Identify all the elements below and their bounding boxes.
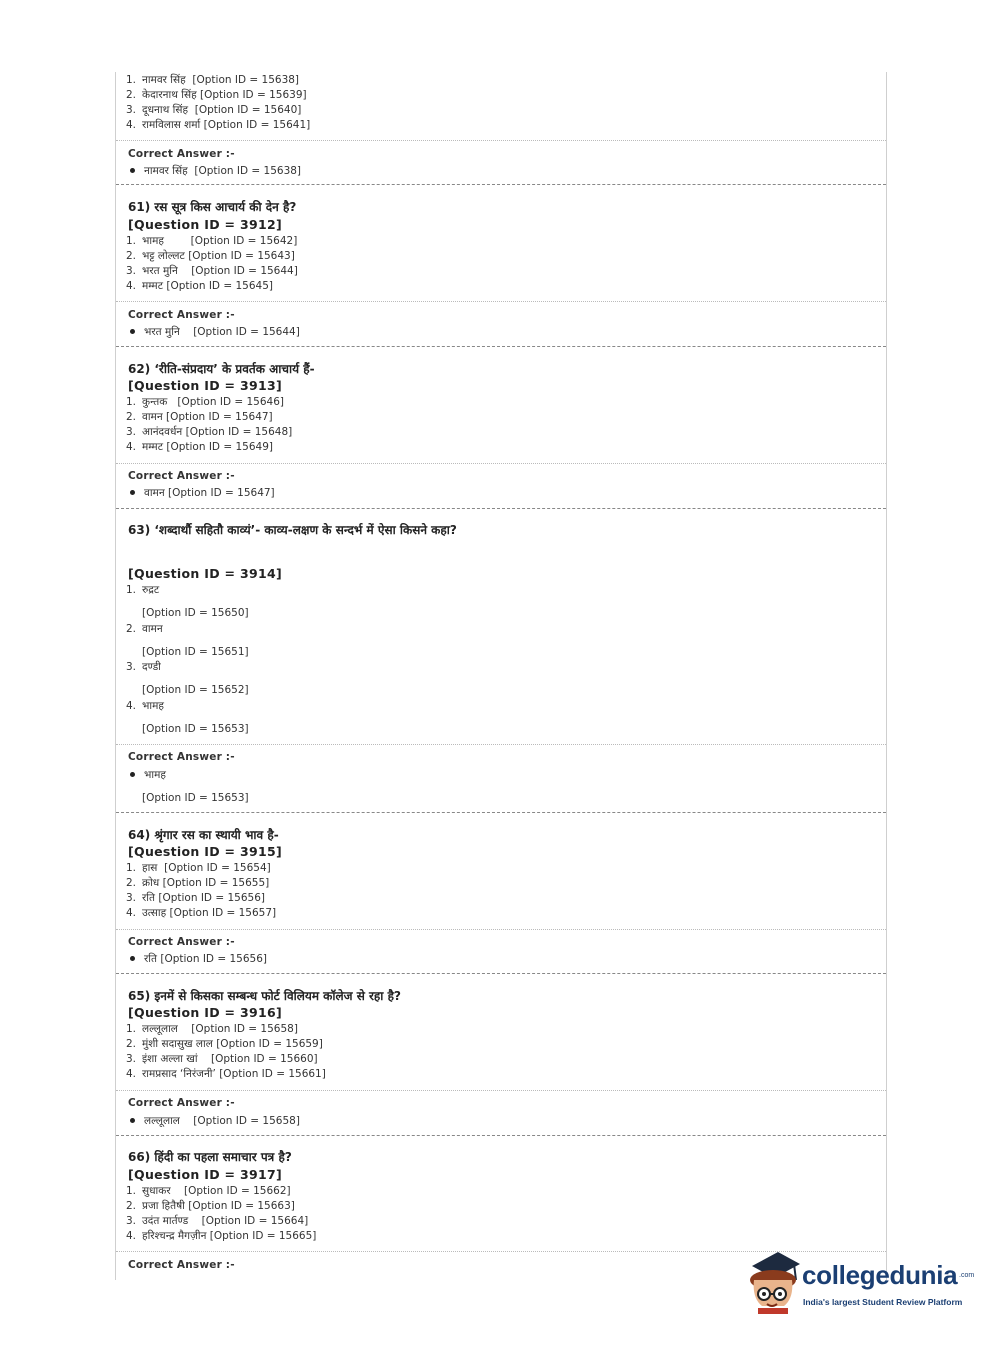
option-line: 2. वामन [Option ID = 15647] xyxy=(126,411,273,423)
correct-answer: नामवर सिंह [Option ID = 15638] xyxy=(128,164,301,178)
option-line: 4. रामविलास शर्मा [Option ID = 15641] xyxy=(126,119,311,131)
correct-answer-id: [Option ID = 15653] xyxy=(142,792,249,804)
option-line: 1. कुन्तक [Option ID = 15646] xyxy=(126,396,285,408)
question-paper-page xyxy=(115,72,887,1280)
option-line: 3. भरत मुनि [Option ID = 15644] xyxy=(126,265,298,277)
question-text: 64) श्रृंगार रस का स्थायी भाव है- xyxy=(128,828,279,842)
option-line: 2. केदारनाथ सिंह [Option ID = 15639] xyxy=(126,89,307,101)
option-id: [Option ID = 15650] xyxy=(142,607,249,619)
question-id: [Question ID = 3914] xyxy=(128,566,282,581)
correct-answer-label: Correct Answer :- xyxy=(128,751,235,763)
option-line: 4. मम्मट [Option ID = 15649] xyxy=(126,441,273,453)
logo-tagline: India's largest Student Review Platform xyxy=(803,1297,963,1307)
mascot-icon xyxy=(744,1250,802,1320)
option-line: 3. दण्डी xyxy=(126,661,161,673)
option-line: 3. उदंत मार्तण्ड [Option ID = 15664] xyxy=(126,1215,309,1227)
correct-answer-label: Correct Answer :- xyxy=(128,1097,235,1109)
correct-answer: वामन [Option ID = 15647] xyxy=(128,486,275,500)
option-line: 4. मम्मट [Option ID = 15645] xyxy=(126,280,273,292)
bullet-icon xyxy=(130,956,135,961)
question-text: 63) ‘शब्दार्थौ सहितौ काव्यं’- काव्य-लक्षण के सन्दर्भ में ऐसा किसने कहा? xyxy=(128,523,457,537)
option-line: 4. भामह xyxy=(126,700,164,712)
option-line: 1. सुधाकर [Option ID = 15662] xyxy=(126,1185,291,1197)
logo-suffix: .com xyxy=(959,1272,975,1279)
bullet-icon xyxy=(130,168,135,173)
correct-answer-label: Correct Answer :- xyxy=(128,309,235,321)
option-line: 1. हास [Option ID = 15654] xyxy=(126,862,271,874)
question-id: [Question ID = 3917] xyxy=(128,1167,282,1182)
option-line: 3. रति [Option ID = 15656] xyxy=(126,892,265,904)
bullet-icon xyxy=(130,490,135,495)
option-line: 4. हरिश्चन्द्र मैगज़ीन [Option ID = 15665] xyxy=(126,1230,317,1242)
correct-answer: भामह xyxy=(128,768,166,782)
correct-answer-label: Correct Answer :- xyxy=(128,1259,235,1271)
option-line: 2. भट्ट लोल्लट [Option ID = 15643] xyxy=(126,250,295,262)
option-line: 1. नामवर सिंह [Option ID = 15638] xyxy=(126,74,300,86)
option-line: 1. भामह [Option ID = 15642] xyxy=(126,235,298,247)
option-line: 2. मुंशी सदासुख लाल [Option ID = 15659] xyxy=(126,1038,323,1050)
option-id: [Option ID = 15653] xyxy=(142,723,249,735)
option-line: 1. लल्लूलाल [Option ID = 15658] xyxy=(126,1023,298,1035)
correct-answer: लल्लूलाल [Option ID = 15658] xyxy=(128,1114,300,1128)
question-text: 65) इनमें से किसका सम्बन्ध फोर्ट विलियम कॉलेज से रहा है? xyxy=(128,989,401,1003)
option-id: [Option ID = 15652] xyxy=(142,684,249,696)
correct-answer-label: Correct Answer :- xyxy=(128,470,235,482)
question-text: 66) हिंदी का पहला समाचार पत्र है? xyxy=(128,1150,292,1164)
correct-answer-label: Correct Answer :- xyxy=(128,936,235,948)
correct-answer-label: Correct Answer :- xyxy=(128,148,235,160)
option-line: 2. प्रजा हितैषी [Option ID = 15663] xyxy=(126,1200,295,1212)
option-line: 2. वामन xyxy=(126,623,163,635)
question-text: 62) ‘रीति-संप्रदाय’ के प्रवर्तक आचार्य हैं- xyxy=(128,362,315,376)
question-id: [Question ID = 3916] xyxy=(128,1005,282,1020)
logo-wordmark: collegedunia xyxy=(802,1260,958,1290)
option-line: 3. इंशा अल्ला खां [Option ID = 15660] xyxy=(126,1053,318,1065)
collegedunia-logo xyxy=(744,1250,974,1320)
option-line: 3. दूधनाथ सिंह [Option ID = 15640] xyxy=(126,104,302,116)
bullet-icon xyxy=(130,772,135,777)
question-text: 61) रस सूत्र किस आचार्य की देन है? xyxy=(128,200,297,214)
option-line: 1. रुद्रट xyxy=(126,584,160,596)
option-line: 2. क्रोध [Option ID = 15655] xyxy=(126,877,270,889)
question-id: [Question ID = 3915] xyxy=(128,844,282,859)
option-line: 4. रामप्रसाद ‘निरंजनी’ [Option ID = 15661] xyxy=(126,1068,326,1080)
option-line: 4. उत्साह [Option ID = 15657] xyxy=(126,907,277,919)
option-id: [Option ID = 15651] xyxy=(142,646,249,658)
bullet-icon xyxy=(130,329,135,334)
question-id: [Question ID = 3912] xyxy=(128,217,282,232)
question-id: [Question ID = 3913] xyxy=(128,378,282,393)
option-line: 3. आनंदवर्धन [Option ID = 15648] xyxy=(126,426,293,438)
bullet-icon xyxy=(130,1118,135,1123)
correct-answer: रति [Option ID = 15656] xyxy=(128,952,267,966)
correct-answer: भरत मुनि [Option ID = 15644] xyxy=(128,325,300,339)
